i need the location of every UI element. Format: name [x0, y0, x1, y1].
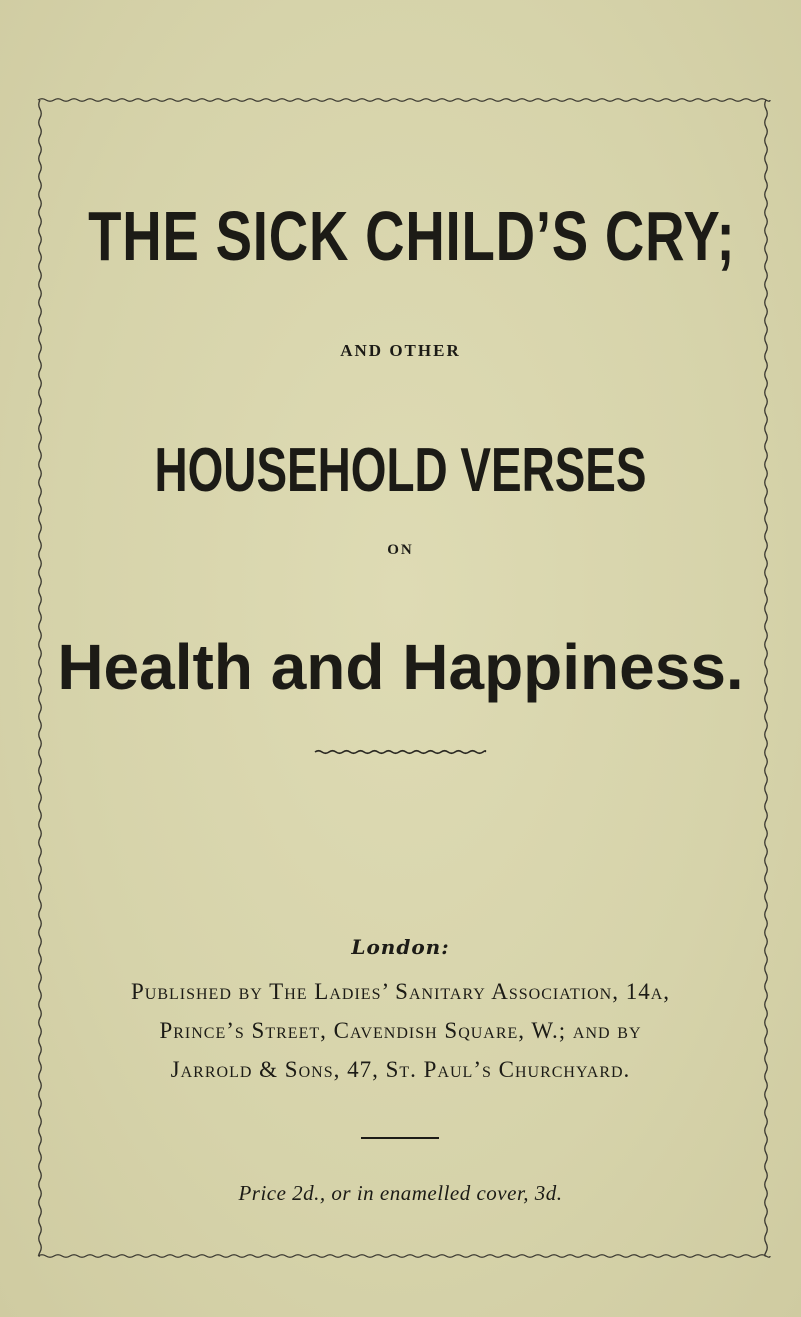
imprint-line-2: Prince’s Street, Cavendish Square, W.; and by [159, 1018, 642, 1043]
border-top-line [38, 99, 770, 102]
subtitle-on: ON [387, 542, 414, 558]
imprint-line-1: Published by The Ladies’ Sanitary Association, 14a, [130, 979, 671, 1004]
ornamental-divider [315, 751, 485, 754]
horizontal-rule [361, 1137, 439, 1139]
subtitle-household-verses: HOUSEHOLD VERSES [154, 436, 647, 505]
main-title: THE SICK CHILD’S CRY; [88, 197, 736, 275]
imprint-line-3: Jarrold & Sons, 47, St. Paul’s Churchyard. [170, 1057, 631, 1082]
imprint-city: London: [351, 935, 450, 959]
price-line: Price 2d., or in enamelled cover, 3d. [238, 1181, 563, 1205]
border-bottom-line [38, 1255, 770, 1258]
subtitle-health-and-happiness: Health and Happiness. [57, 631, 744, 703]
subtitle-and-other: AND OTHER [340, 341, 461, 360]
